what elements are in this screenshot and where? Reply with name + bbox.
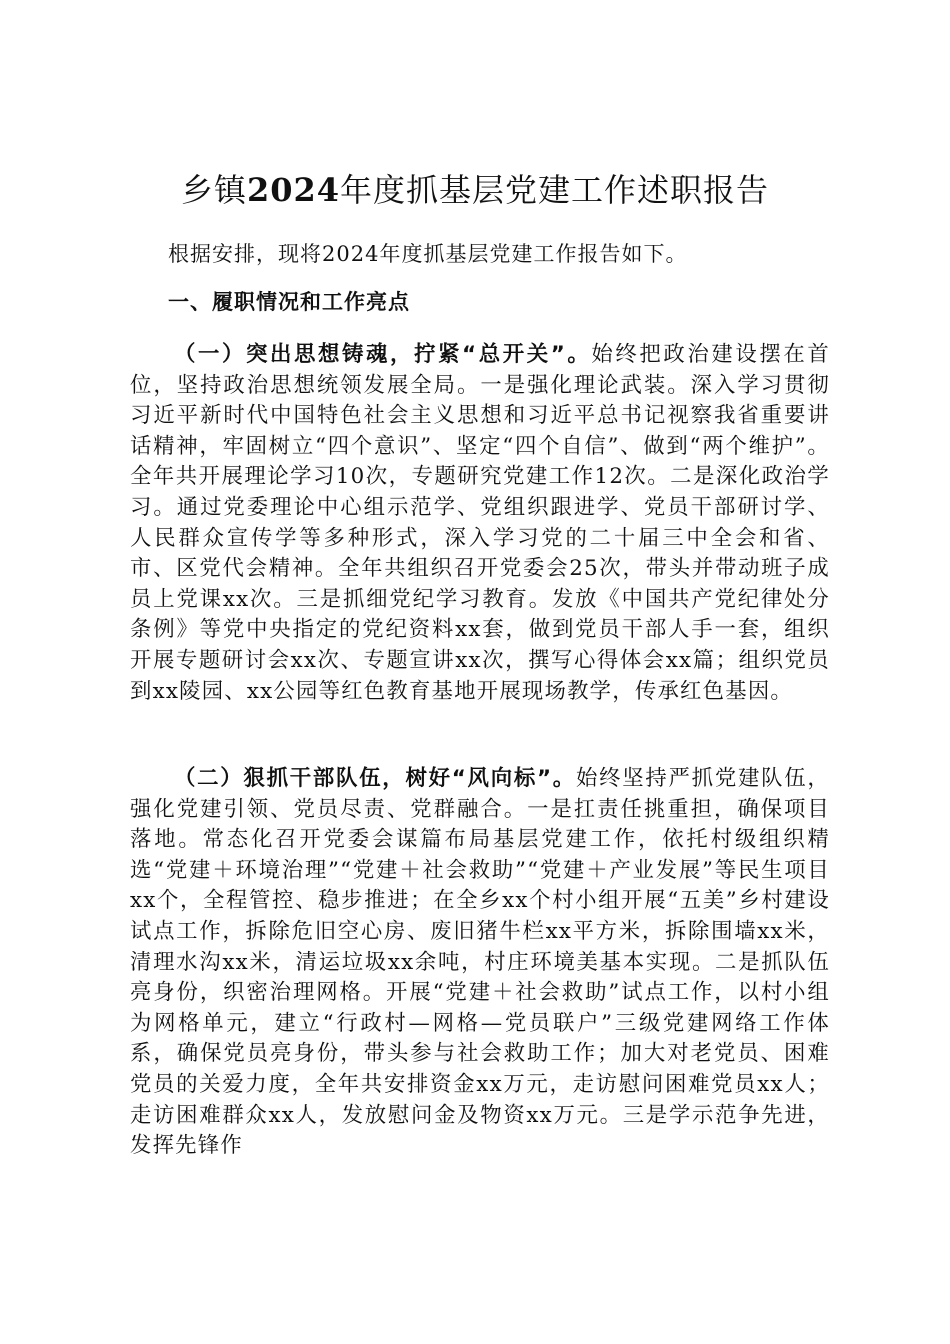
paragraph-lead-heading: （一）突出思想铸魂，拧紧“总开关”。	[174, 342, 592, 367]
title-year: 2024	[246, 171, 341, 209]
section-heading: 一、履职情况和工作亮点	[168, 290, 410, 314]
title-prefix: 乡镇	[180, 171, 247, 209]
body-paragraph	[130, 764, 830, 1162]
intro-paragraph: 根据安排，现将2024年度抓基层党建工作报告如下。	[168, 242, 688, 266]
title-suffix: 年度抓基层党建工作述职报告	[340, 171, 770, 209]
paragraph-body: 始终把政治建设摆在首位，坚持政治思想统领发展全局。一是强化理论武装。深入学习贯彻习近平新时代中国特色社会主义思想和习近平总书记视察我省重要讲话精神，牢固树立“四个意识”、坚定“四个自信”、做到“两个维护”。全年共开展理论学习10次，专题研究党建工作12次。二是深化政治学习。通过党委理论中心组示范学、党组织跟进学、党员干部研讨学、人民群众宣传学等多种形式，深入学习党的二十届三中全会和省、市、区党代会精神。全年共组织召开党委会25次，带头并带动班子成员上党课xx次。三是抓细党纪学习教育。发放《中国共产党纪律处分条例》等党中央指定的党纪资料xx套，做到党员干部人手一套，组织开展专题研讨会xx次、专题宣讲xx次，撰写心得体会xx篇；组织党员到xx陵园、xx公园等红色教育基地开展现场教学，传承红色基因。	[130, 342, 830, 704]
paragraph-body: 始终坚持严抓党建队伍，强化党建引领、党员尽责、党群融合。一是扛责任挑重担，确保项目落地。常态化召开党委会谋篇布局基层党建工作，依托村级组织精选“党建＋环境治理”“党建＋社会救助”“党建＋产业发展”等民生项目xx个，全程管控、稳步推进；在全乡xx个村小组开展“五美”乡村建设试点工作，拆除危旧空心房、废旧猪牛栏xx平方米，拆除围墙xx米，清理水沟xx米，清运垃圾xx余吨，村庄环境美基本实现。二是抓队伍亮身份，织密治理网格。开展“党建＋社会救助”试点工作，以村小组为网格单元，建立“行政村—网格—党员联户”三级党建网络工作体系，确保党员亮身份，带头参与社会救助工作；加大对老党员、困难党员的关爱力度，全年共安排资金xx万元，走访慰问困难党员xx人；走访困难群众xx人，发放慰问金及物资xx万元。三是学示范争先进，发挥先锋作	[130, 766, 830, 1159]
document-title	[0, 166, 950, 214]
body-paragraph	[130, 340, 830, 707]
paragraph-lead-heading: （二）狠抓干部队伍，树好“风向标”。	[174, 766, 576, 791]
